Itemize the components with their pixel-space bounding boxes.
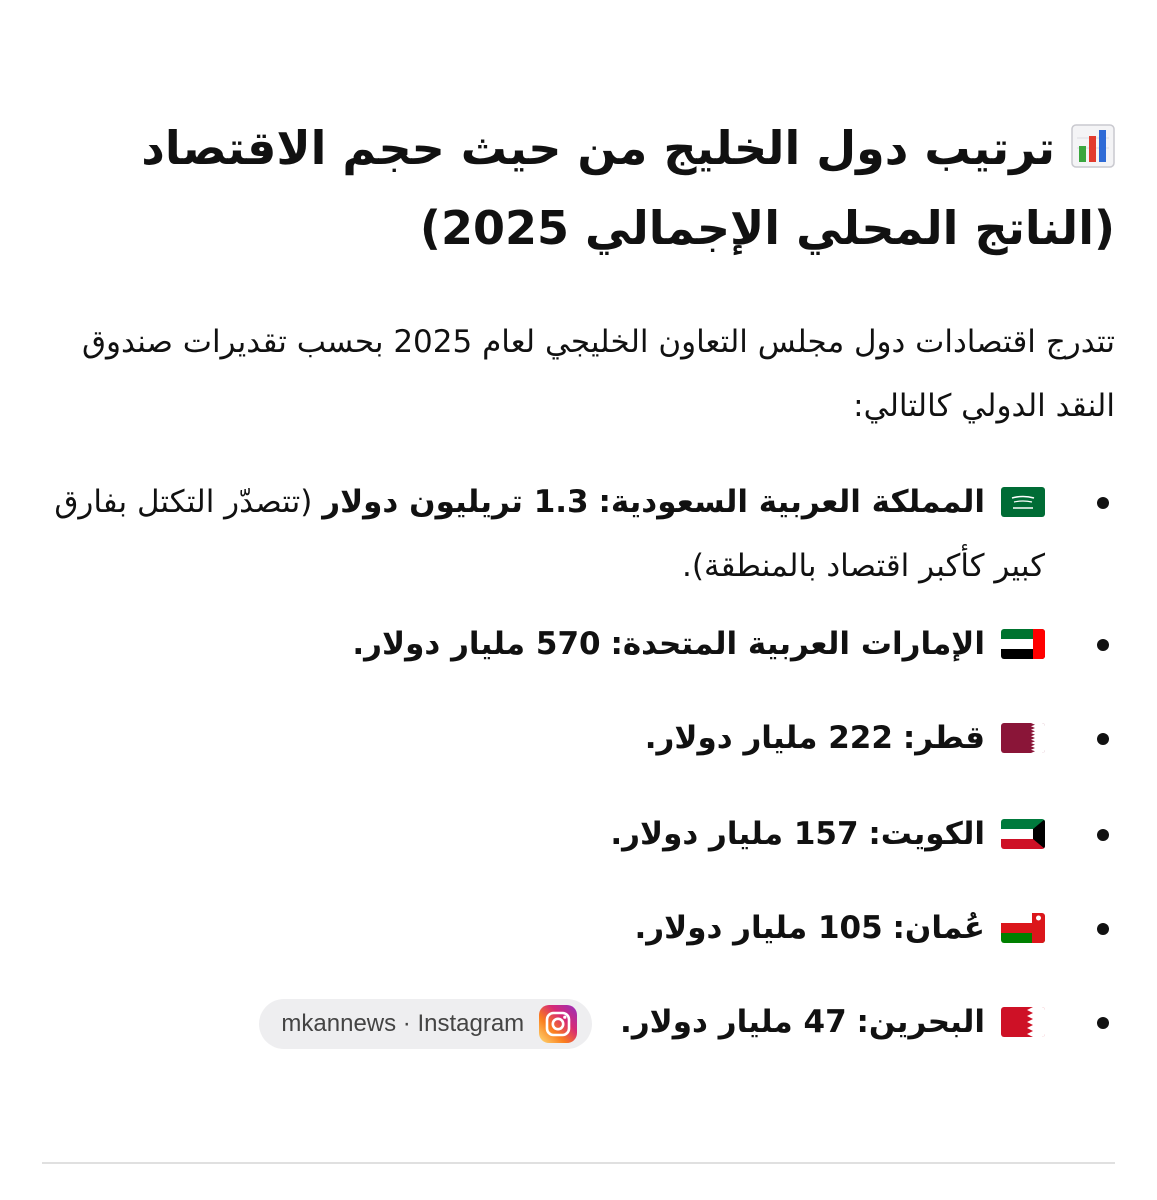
gdp-note: (تتصدّر التكتل بفارق كبير كأكبر اقتصاد بالمنطقة). <box>54 484 1045 584</box>
oman-flag-icon <box>1001 913 1045 943</box>
divider <box>42 1162 1115 1164</box>
country-name: عُمان: <box>892 910 985 946</box>
bar-chart-icon <box>1071 124 1115 168</box>
gdp-value: 105 مليار دولار. <box>634 910 883 946</box>
country-name: المملكة العربية السعودية: <box>598 484 985 520</box>
gdp-value: 157 مليار دولار. <box>610 816 859 852</box>
gdp-value: 1.3 تريليون دولار <box>322 484 589 520</box>
country-name: قطر: <box>902 720 985 756</box>
bahrain-flag-icon <box>1001 1007 1045 1037</box>
bullet <box>1097 497 1109 509</box>
page-title <box>42 108 1115 268</box>
list-item <box>42 990 1115 1084</box>
country-list <box>42 470 1115 1084</box>
bullet <box>1097 829 1109 841</box>
bullet <box>1097 639 1109 651</box>
country-name: الإمارات العربية المتحدة: <box>610 626 985 662</box>
list-item <box>42 802 1115 896</box>
saudi-flag-icon <box>1001 487 1045 517</box>
gdp-value: 570 مليار دولار. <box>352 626 601 662</box>
gdp-value: 222 مليار دولار. <box>644 720 893 756</box>
source-chip[interactable] <box>259 999 592 1049</box>
bullet <box>1097 733 1109 745</box>
gdp-value: 47 مليار دولار. <box>620 1004 847 1040</box>
bullet <box>1097 923 1109 935</box>
title-text: ترتيب دول الخليج من حيث حجم الاقتصاد (الناتج المحلي الإجمالي 2025) <box>141 121 1115 255</box>
intro-paragraph: تتدرج اقتصادات دول مجلس التعاون الخليجي لعام 2025 بحسب تقديرات صندوق النقد الدولي كالتالي: <box>81 324 1115 424</box>
source-text: mkannews · Instagram <box>281 1009 525 1037</box>
country-name: الكويت: <box>868 816 985 852</box>
list-item <box>42 896 1115 990</box>
list-item <box>42 470 1115 612</box>
instagram-icon <box>538 1004 578 1044</box>
article <box>42 0 1115 1200</box>
list-item <box>42 706 1115 802</box>
country-name: البحرين: <box>856 1004 985 1040</box>
list-item <box>42 612 1115 706</box>
bullet <box>1097 1017 1109 1029</box>
uae-flag-icon <box>1001 629 1045 659</box>
qatar-flag-icon <box>1001 723 1045 753</box>
kuwait-flag-icon <box>1001 819 1045 849</box>
